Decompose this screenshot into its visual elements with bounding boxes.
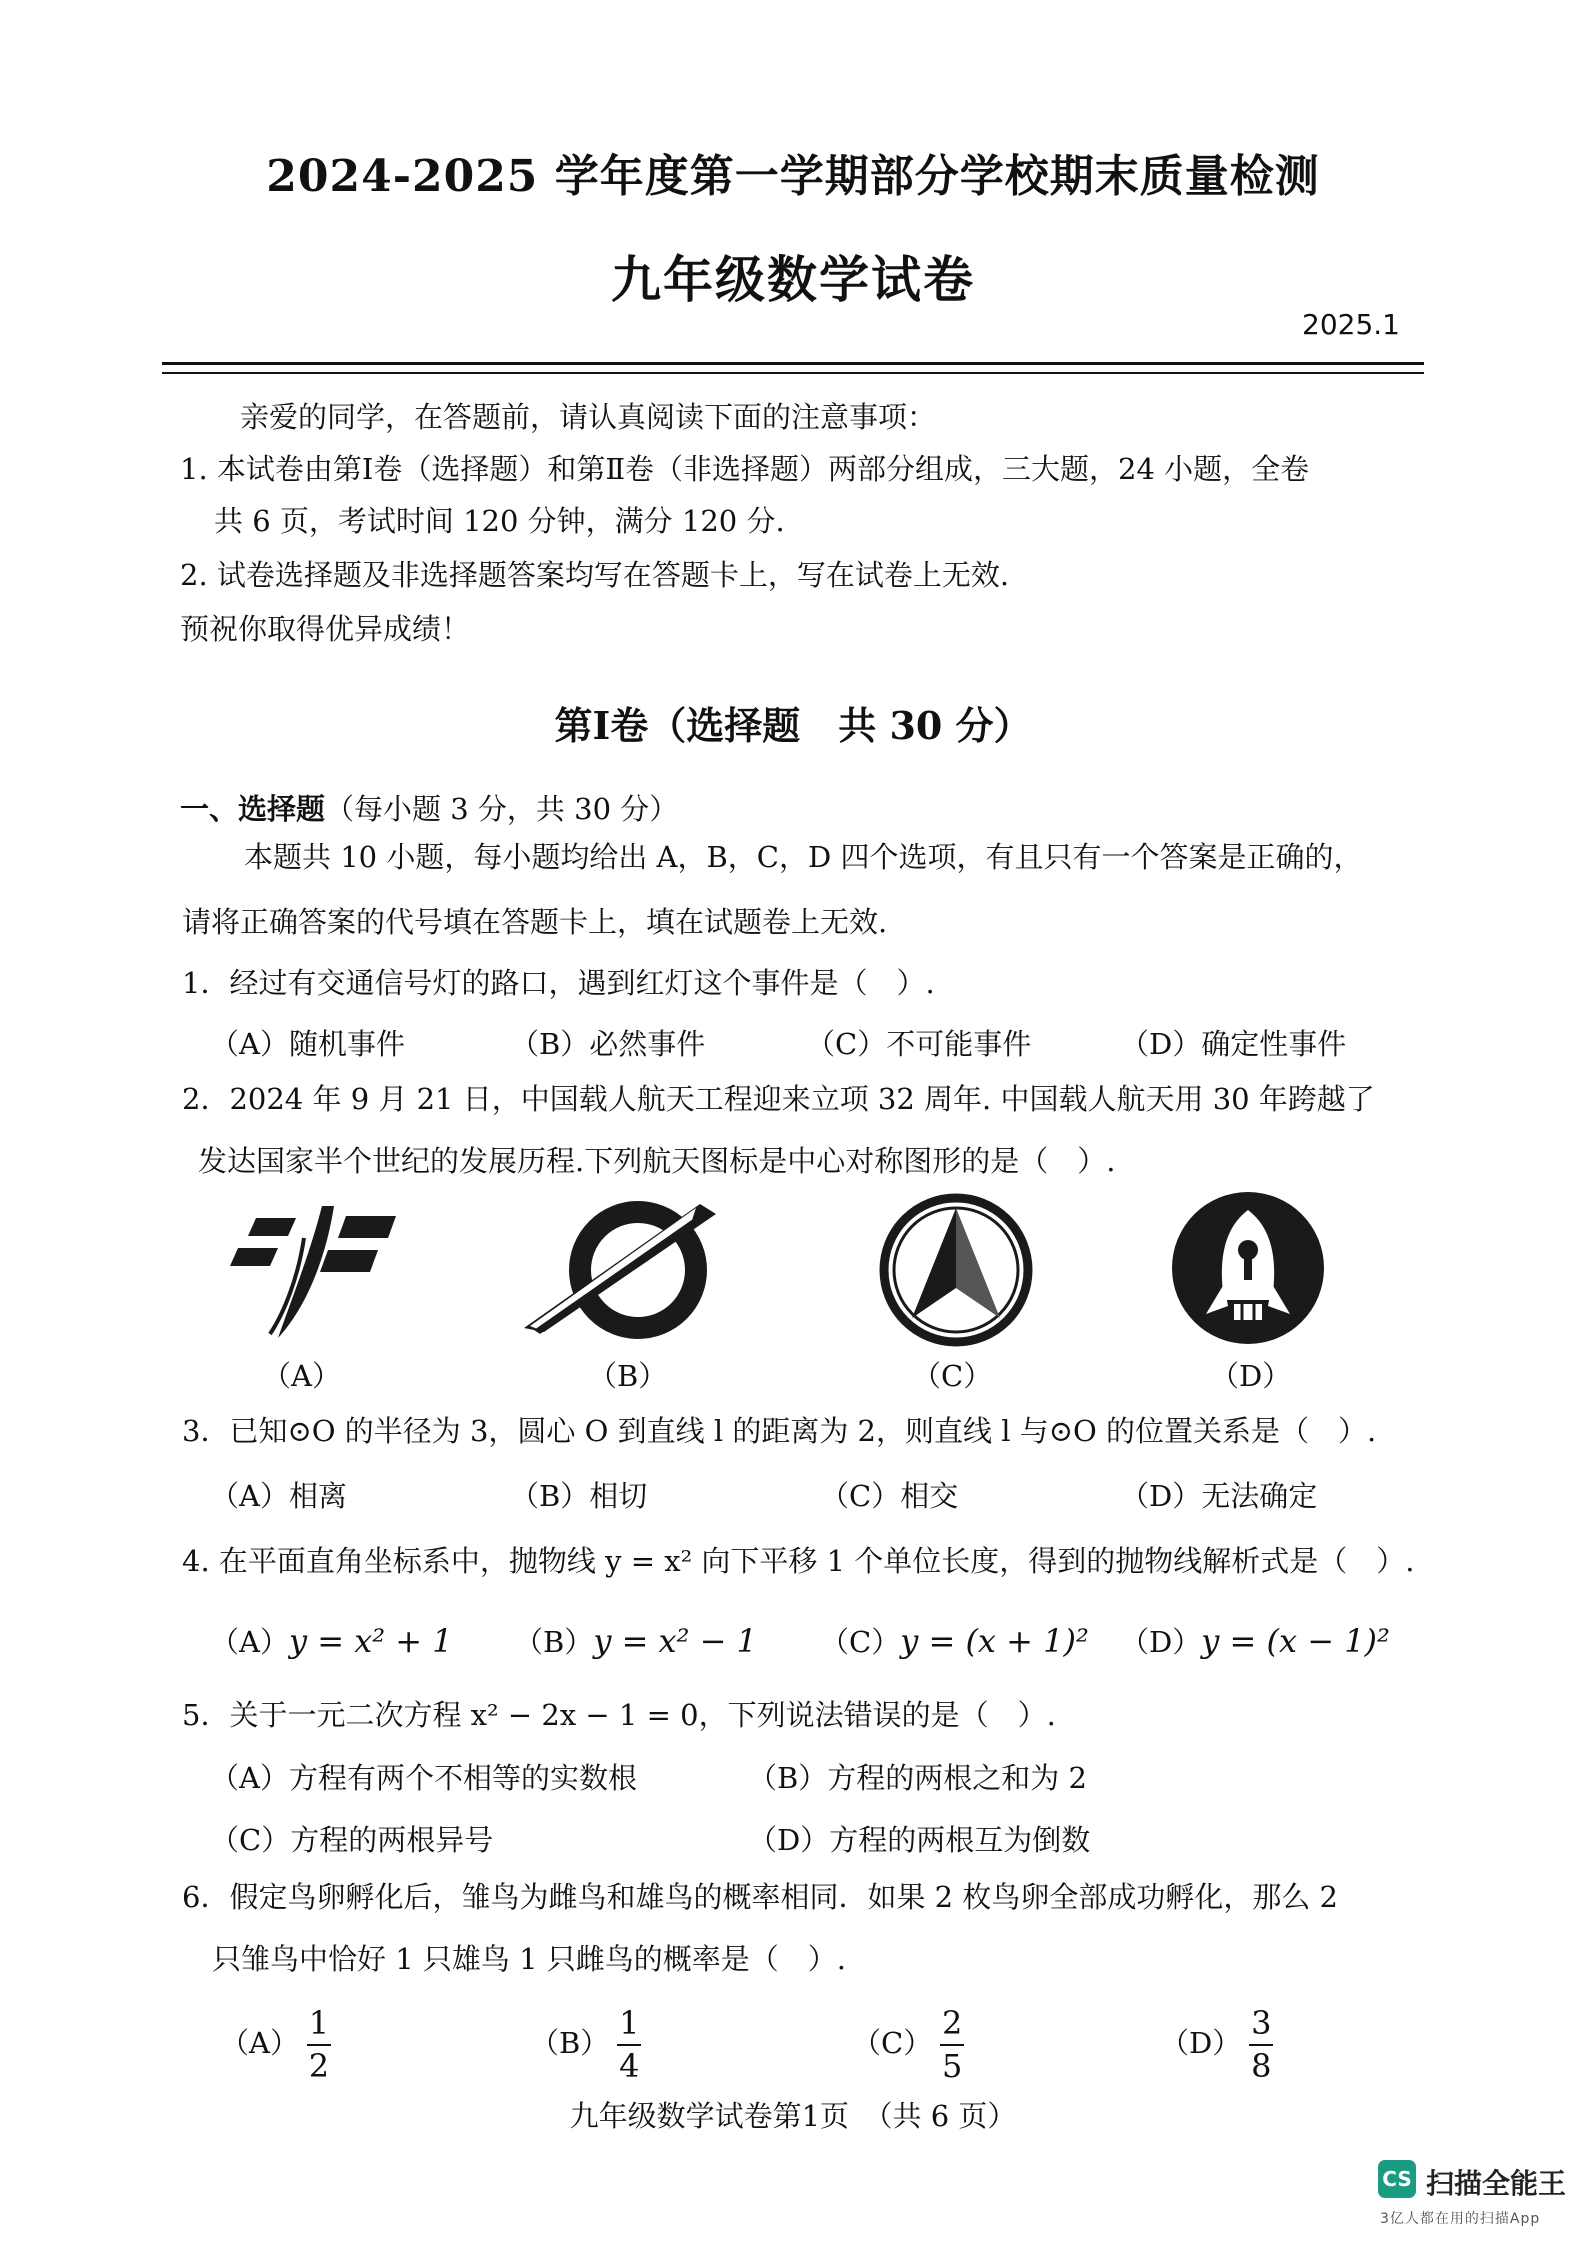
q3-option-a: （A）相离: [210, 1479, 347, 1513]
header-rule-thin: [162, 372, 1424, 374]
fraction-bar: [617, 2044, 641, 2046]
q6-option-d-num: 3: [1251, 2004, 1272, 2042]
q6-option-a-den: 2: [308, 2047, 330, 2086]
q6-stem-line2: 只雏鸟中恰好 1 只雄鸟 1 只雌鸟的概率是（ ）.: [212, 1942, 846, 1976]
part-heading: 一、选择题: [180, 792, 326, 826]
exam-title-line2: 九年级数学试卷: [611, 250, 975, 309]
instructions-line1: 本题共 10 小题，每小题均给出 A，B，C，D 四个选项，有且只有一个答案是正确的，: [244, 840, 1363, 874]
fraction-bar: [307, 2044, 331, 2046]
q1-option-a: （A）随机事件: [210, 1027, 405, 1061]
part-note: （每小题 3 分，共 30 分）: [325, 792, 679, 826]
section-title: 第Ⅰ卷（选择题 共 30 分）: [554, 703, 1032, 748]
exam-title-line1: 2024-2025 学年度第一学期部分学校期末质量检测: [266, 151, 1320, 202]
q4-option-a: [210, 1620, 453, 1661]
q6-stem-line1: 6．假定鸟卵孵化后，雏鸟为雌鸟和雄鸟的概率相同．如果 2 枚鸟卵全部成功孵化，那么 2: [182, 1880, 1339, 1914]
q1-stem: 1．经过有交通信号灯的路口，遇到红灯这个事件是（ ）.: [182, 966, 935, 1000]
part-heading-line: [180, 792, 678, 827]
q6-option-b-label: （B）: [530, 2026, 610, 2061]
logo-c-circle-arrow-icon: [876, 1190, 1036, 1350]
q2-option-c: （C）: [912, 1359, 993, 1393]
fraction-bar: [940, 2044, 964, 2046]
q3-stem: 3．已知⊙O 的半径为 3，圆心 O 到直线 l 的距离为 2，则直线 l 与⊙O 的位置关系是（ ）.: [182, 1414, 1377, 1448]
q6-option-a: [220, 2006, 331, 2084]
q6-option-d-den: 8: [1251, 2047, 1272, 2086]
q6-option-c-num: 2: [942, 2004, 963, 2042]
q1-option-d: （D）确定性事件: [1120, 1027, 1347, 1061]
q6-option-d-fraction: [1249, 2006, 1273, 2084]
q6-option-c-den: 5: [942, 2047, 963, 2086]
notice-item1-line1: 1. 本试卷由第Ⅰ卷（选择题）和第Ⅱ卷（非选择题）两部分组成，三大题，24 小题，全卷: [180, 452, 1310, 486]
q5-option-b: （B）方程的两根之和为 2: [748, 1761, 1087, 1795]
q6-option-c: [852, 2006, 964, 2084]
q6-option-a-num: 1: [308, 2004, 330, 2042]
q4-option-d-label: （D）: [1120, 1625, 1202, 1659]
q6-option-d: [1160, 2006, 1273, 2084]
q2-option-b: （B）: [588, 1359, 668, 1393]
camscanner-name: 扫描全能王: [1426, 2167, 1567, 2200]
q3-option-b: （B）相切: [510, 1479, 648, 1513]
q4-option-a-expr: y = x² + 1: [288, 1622, 453, 1660]
q5-option-a: （A）方程有两个不相等的实数根: [210, 1761, 637, 1795]
logo-b-ring-slash-icon: [520, 1198, 720, 1348]
q4-stem: 4. 在平面直角坐标系中，抛物线 y = x² 向下平移 1 个单位长度，得到的抛物线解析式是（ ）.: [182, 1544, 1415, 1578]
q5-option-c: （C）方程的两根异号: [210, 1823, 494, 1857]
logo-d-rocket-icon: [1168, 1188, 1328, 1348]
q4-option-c-expr: y = (x + 1)²: [900, 1622, 1089, 1660]
header-rule-thick: [162, 362, 1424, 365]
q6-option-b-fraction: [617, 2006, 641, 2084]
q2-option-d: （D）: [1210, 1359, 1292, 1393]
q4-option-c: [820, 1620, 1089, 1661]
notice-item1-line2: 共 6 页，考试时间 120 分钟，满分 120 分.: [214, 504, 785, 538]
q2-stem-line1: 2．2024 年 9 月 21 日，中国载人航天工程迎来立项 32 周年. 中国载人航天用 30 年跨越了: [182, 1082, 1375, 1116]
q6-option-a-label: （A）: [220, 2026, 299, 2061]
q3-option-d: （D）无法确定: [1120, 1479, 1318, 1513]
q6-option-c-label: （C）: [852, 2026, 933, 2061]
notice-intro: 亲爱的同学，在答题前，请认真阅读下面的注意事项：: [240, 400, 937, 434]
q5-option-d: （D）方程的两根互为倒数: [748, 1823, 1091, 1857]
q1-option-b: （B）必然事件: [510, 1027, 706, 1061]
notice-item2: 2. 试卷选择题及非选择题答案均写在答题卡上，写在试卷上无效.: [180, 558, 1010, 592]
q4-option-b-label: （B）: [514, 1625, 594, 1659]
q4-option-c-label: （C）: [820, 1625, 901, 1659]
notice-wish: 预祝你取得优异成绩！: [180, 612, 471, 646]
q6-option-b-num: 1: [619, 2004, 640, 2042]
q6-option-b-den: 4: [619, 2047, 640, 2086]
q4-option-a-label: （A）: [210, 1625, 289, 1659]
exam-date: 2025.1: [1302, 308, 1400, 341]
q3-option-c: （C）相交: [820, 1479, 959, 1513]
q6-option-c-fraction: [940, 2006, 964, 2084]
q4-option-d: [1120, 1620, 1390, 1661]
q2-option-a: （A）: [262, 1359, 341, 1393]
q4-option-d-expr: y = (x − 1)²: [1201, 1622, 1390, 1660]
camscanner-tagline: 3亿人都在用的扫描App: [1380, 2211, 1541, 2227]
q4-option-b: [514, 1620, 757, 1661]
q6-option-a-fraction: [307, 2006, 331, 2084]
q4-option-b-expr: y = x² − 1: [593, 1622, 757, 1660]
logo-a-slanted-bars-icon: [226, 1198, 416, 1348]
q1-option-c: （C）不可能事件: [806, 1027, 1032, 1061]
q6-option-b: [530, 2006, 641, 2084]
page-footer: 九年级数学试卷第1页 （共 6 页）: [569, 2099, 1017, 2133]
camscanner-logo-icon: CS: [1378, 2160, 1416, 2198]
fraction-bar: [1249, 2044, 1273, 2046]
q2-stem-line2: 发达国家半个世纪的发展历程.下列航天图标是中心对称图形的是（ ）.: [198, 1144, 1116, 1178]
instructions-line2: 请将正确答案的代号填在答题卡上，填在试题卷上无效.: [182, 905, 888, 939]
q5-stem: 5．关于一元二次方程 x² − 2x − 1 = 0，下列说法错误的是（ ）.: [182, 1698, 1056, 1732]
q6-option-d-label: （D）: [1160, 2026, 1242, 2061]
